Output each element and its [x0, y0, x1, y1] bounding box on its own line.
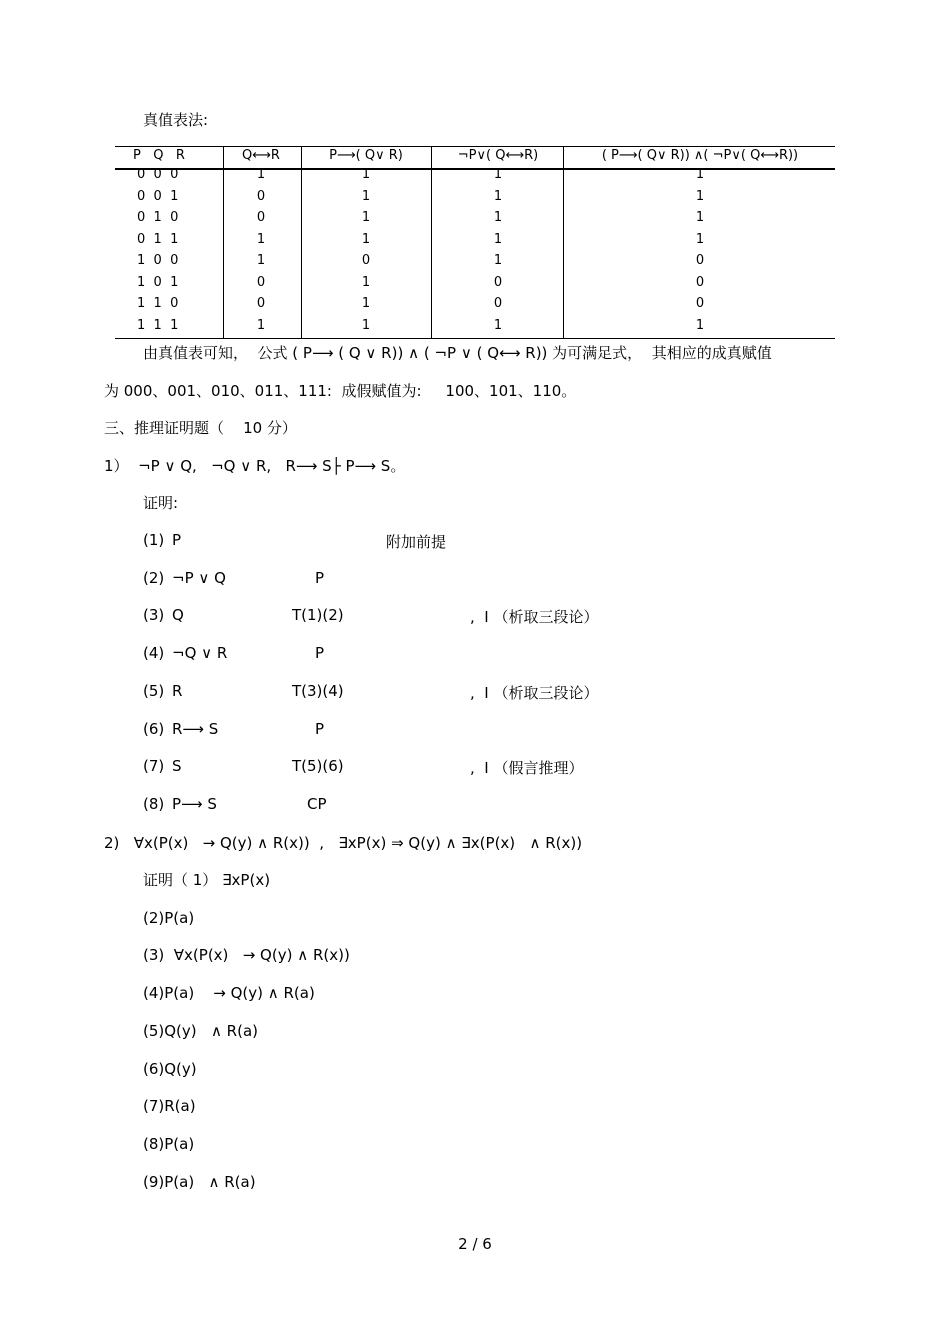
table-cell: 1	[695, 167, 705, 182]
table-cell: 1	[695, 317, 705, 333]
step-number: (1)	[143, 531, 165, 549]
conclusion-line-2: 为 000、001、010、011、111: 成假赋值为: 100、101、110。	[104, 382, 577, 400]
table-cell: 1	[361, 296, 371, 311]
proof-step: (4)P(a) → Q(y) ∧ R(a)	[143, 984, 315, 1003]
table-cell: 1	[493, 210, 503, 225]
step-formula: ¬P ∨ Q	[172, 568, 226, 587]
truth-table	[115, 146, 835, 339]
step-note: , I （假言推理）	[470, 759, 584, 778]
intro-label: 真值表法:	[143, 111, 209, 129]
step-rule: T(1)(2)	[292, 606, 344, 625]
step-rule: P	[315, 644, 325, 663]
step-number: (6)	[143, 719, 165, 738]
step-formula: R⟶ S	[172, 719, 219, 738]
table-cell: 1	[361, 317, 371, 333]
table-cell: 0	[256, 296, 266, 311]
table-cell: 0	[493, 274, 503, 290]
header-q-iff-r: Q⟷R	[242, 148, 280, 163]
step-note: , I （析取三段论）	[470, 608, 599, 627]
proof-step: 证明（ 1） ∃xP(x)	[143, 871, 271, 889]
header-conjunction: ( P⟶( Q∨ R)) ∧( ¬P∨( Q⟷R))	[601, 148, 799, 163]
step-rule: T(3)(4)	[292, 681, 344, 700]
table-cell: 0	[695, 253, 705, 268]
step-number: (4)	[143, 644, 165, 663]
problem2-statement: 2) ∀x(P(x) → Q(y) ∧ R(x)) , ∃xP(x) ⇒ Q(y) ∧ ∃x(P(x) ∧ R(x))	[104, 834, 583, 852]
header-pqr: P Q R	[133, 148, 185, 163]
step-formula: ¬Q ∨ R	[172, 644, 228, 663]
problem1-proof-label: 证明:	[143, 494, 179, 512]
table-divider	[563, 146, 564, 339]
proof-step: (3) ∀x(P(x) → Q(y) ∧ R(x))	[143, 946, 350, 965]
header-p-implies-q-or-r: P⟶( Q∨ R)	[329, 148, 403, 163]
step-formula: S	[172, 757, 182, 776]
step-rule: T(5)(6)	[292, 757, 344, 776]
step-number: (5)	[143, 681, 165, 700]
table-cell: 1	[361, 231, 371, 247]
table-cell: 1	[361, 274, 371, 290]
table-cell: 1	[361, 210, 371, 225]
table-row-assignment: 0 0 1	[137, 188, 179, 204]
table-row-assignment: 1 1 1	[137, 317, 179, 333]
step-rule: 附加前提	[386, 533, 447, 551]
proof-step: (6)Q(y)	[143, 1059, 197, 1078]
table-row-assignment: 1 1 0	[137, 296, 179, 311]
step-formula: P⟶ S	[172, 794, 217, 813]
step-number: (7)	[143, 757, 165, 776]
conclusion-line-1: 由真值表可知， 公式 ( P⟶ ( Q ∨ R)) ∧ ( ¬P ∨ ( Q⟷ R)) 为可满足式， 其相应的成真赋值	[143, 344, 772, 362]
table-cell: 1	[695, 231, 705, 247]
table-cell: 0	[256, 188, 266, 204]
step-rule: P	[315, 719, 325, 738]
table-cell: 1	[361, 188, 371, 204]
proof-step: (5)Q(y) ∧ R(a)	[143, 1021, 259, 1040]
table-cell: 1	[256, 253, 266, 268]
table-row-assignment: 0 0 0	[137, 167, 179, 182]
step-number: (2)	[143, 568, 165, 587]
table-divider	[431, 146, 432, 339]
step-number: (3)	[143, 606, 165, 625]
table-cell: 1	[256, 231, 266, 247]
proof-step: (7)R(a)	[143, 1097, 196, 1116]
step-rule: P	[315, 568, 325, 587]
table-cell: 1	[493, 253, 503, 268]
table-cell: 0	[493, 296, 503, 311]
step-formula: R	[172, 681, 183, 700]
table-row-assignment: 1 0 1	[137, 274, 179, 290]
table-cell: 0	[695, 296, 705, 311]
table-cell: 0	[256, 274, 266, 290]
table-cell: 1	[493, 317, 503, 333]
proof-step: (8)P(a)	[143, 1134, 195, 1153]
table-cell: 0	[695, 274, 705, 290]
table-row-assignment: 0 1 1	[137, 231, 179, 247]
step-formula: P	[172, 531, 182, 549]
step-formula: Q	[172, 606, 184, 625]
table-row-assignment: 1 0 0	[137, 253, 179, 268]
table-row-assignment: 0 1 0	[137, 210, 179, 225]
page-number: 2 / 6	[458, 1235, 492, 1253]
problem1-statement: 1） ¬P ∨ Q, ¬Q ∨ R, R⟶ S├ P⟶ S。	[104, 457, 406, 475]
table-cell: 1	[256, 317, 266, 333]
table-cell: 1	[256, 167, 266, 182]
table-cell: 1	[695, 188, 705, 204]
table-cell: 0	[361, 253, 371, 268]
table-cell: 1	[361, 167, 371, 182]
table-cell: 1	[695, 210, 705, 225]
table-cell: 1	[493, 188, 503, 204]
step-rule: CP	[307, 794, 327, 813]
table-cell: 1	[493, 167, 503, 182]
step-number: (8)	[143, 794, 165, 813]
step-note: , I （析取三段论）	[470, 683, 599, 702]
proof-step: (2)P(a)	[143, 908, 195, 927]
table-cell: 0	[256, 210, 266, 225]
section-title: 三、推理证明题（ 10 分）	[104, 419, 297, 437]
table-cell: 1	[493, 231, 503, 247]
proof-step: (9)P(a) ∧ R(a)	[143, 1172, 256, 1191]
header-not-p-or-q-iff-r: ¬P∨( Q⟷R)	[457, 148, 539, 163]
